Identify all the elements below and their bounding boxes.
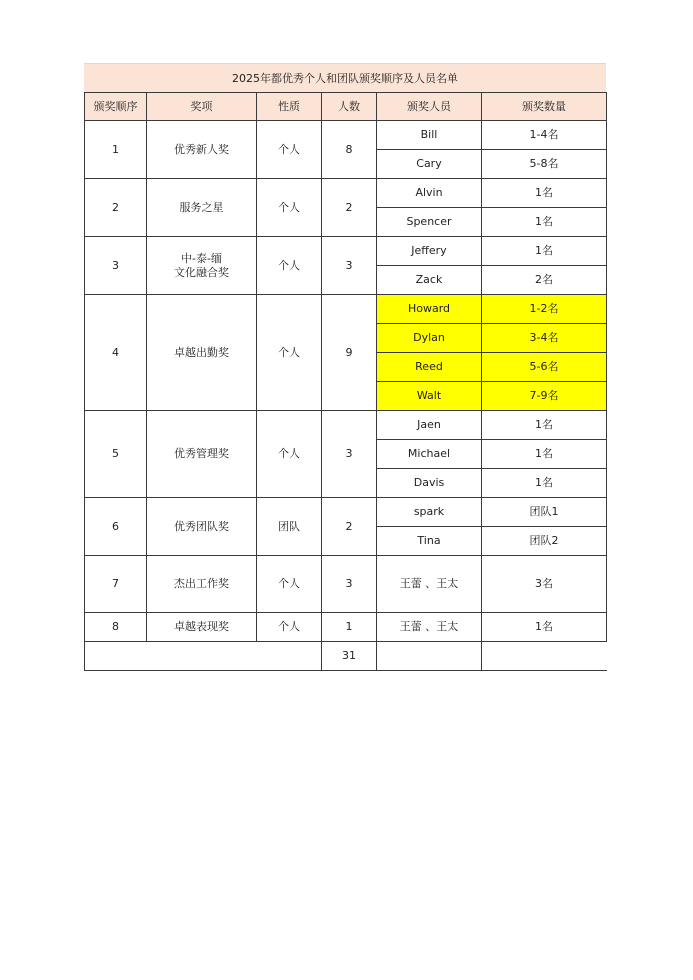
recipient-cell: Jeffery (377, 237, 482, 266)
total-row (85, 642, 607, 671)
award-order-cell: 6 (85, 498, 147, 556)
award-type-cell: 个人 (257, 411, 322, 498)
recipient-cell: Spencer (377, 208, 482, 237)
recipient-cell: Davis (377, 469, 482, 498)
quantity-cell: 3名 (482, 556, 607, 613)
recipient-cell: Walt (377, 382, 482, 411)
award-name-cell: 卓越出勤奖 (147, 295, 257, 411)
recipient-cell: 王蕾 、王太 (377, 613, 482, 642)
quantity-cell: 7-9名 (482, 382, 607, 411)
quantity-cell: 2名 (482, 266, 607, 295)
quantity-cell: 1名 (482, 237, 607, 266)
award-name-cell: 优秀团队奖 (147, 498, 257, 556)
award-count-cell: 3 (322, 411, 377, 498)
header-count: 人数 (322, 93, 377, 121)
award-name-cell: 优秀新人奖 (147, 121, 257, 179)
award-type-cell: 个人 (257, 613, 322, 642)
award-order-cell: 5 (85, 411, 147, 498)
award-type-cell: 个人 (257, 179, 322, 237)
award-sheet (84, 63, 606, 671)
header-person: 颁奖人员 (377, 93, 482, 121)
quantity-cell: 1名 (482, 411, 607, 440)
recipient-cell: Michael (377, 440, 482, 469)
table-row (85, 179, 607, 208)
header-order: 颁奖顺序 (85, 93, 147, 121)
quantity-cell: 团队2 (482, 527, 607, 556)
recipient-cell: Cary (377, 150, 482, 179)
recipient-cell: Jaen (377, 411, 482, 440)
award-count-cell: 2 (322, 498, 377, 556)
sheet-title: 2025年都优秀个人和团队颁奖顺序及人员名单 (84, 63, 606, 92)
recipient-cell: Dylan (377, 324, 482, 353)
recipient-cell: Alvin (377, 179, 482, 208)
award-count-cell: 1 (322, 613, 377, 642)
table-row (85, 121, 607, 150)
header-row (85, 93, 607, 121)
quantity-cell: 1-4名 (482, 121, 607, 150)
award-name-cell: 卓越表现奖 (147, 613, 257, 642)
award-order-cell: 8 (85, 613, 147, 642)
award-type-cell: 个人 (257, 556, 322, 613)
table-body (85, 121, 607, 671)
recipient-cell: Tina (377, 527, 482, 556)
header-quantity: 颁奖数量 (482, 93, 607, 121)
total-empty-cell (377, 642, 482, 671)
quantity-cell: 1名 (482, 613, 607, 642)
recipient-cell: 王蕾 、王太 (377, 556, 482, 613)
award-type-cell: 个人 (257, 121, 322, 179)
table-row (85, 295, 607, 324)
header-award: 奖项 (147, 93, 257, 121)
total-blank-cell (85, 642, 322, 671)
quantity-cell: 1名 (482, 440, 607, 469)
award-name-cell: 杰出工作奖 (147, 556, 257, 613)
award-count-cell: 3 (322, 556, 377, 613)
quantity-cell: 5-8名 (482, 150, 607, 179)
quantity-cell: 1-2名 (482, 295, 607, 324)
quantity-cell: 5-6名 (482, 353, 607, 382)
table-row (85, 556, 607, 613)
total-empty-cell (482, 642, 607, 671)
header-type: 性质 (257, 93, 322, 121)
award-count-cell: 9 (322, 295, 377, 411)
award-count-cell: 8 (322, 121, 377, 179)
award-type-cell: 个人 (257, 237, 322, 295)
quantity-cell: 1名 (482, 179, 607, 208)
award-count-cell: 3 (322, 237, 377, 295)
recipient-cell: Bill (377, 121, 482, 150)
quantity-cell: 1名 (482, 208, 607, 237)
award-order-cell: 7 (85, 556, 147, 613)
quantity-cell: 3-4名 (482, 324, 607, 353)
table-row (85, 613, 607, 642)
quantity-cell: 1名 (482, 469, 607, 498)
award-order-cell: 4 (85, 295, 147, 411)
recipient-cell: Zack (377, 266, 482, 295)
award-order-cell: 1 (85, 121, 147, 179)
award-type-cell: 团队 (257, 498, 322, 556)
award-name-cell: 中-泰-缅 文化融合奖 (147, 237, 257, 295)
table-row (85, 498, 607, 527)
award-order-cell: 2 (85, 179, 147, 237)
award-table (84, 92, 607, 671)
award-name-cell: 服务之星 (147, 179, 257, 237)
recipient-cell: Howard (377, 295, 482, 324)
total-count-cell: 31 (322, 642, 377, 671)
award-name-cell: 优秀管理奖 (147, 411, 257, 498)
table-row (85, 237, 607, 266)
table-row (85, 411, 607, 440)
recipient-cell: Reed (377, 353, 482, 382)
quantity-cell: 团队1 (482, 498, 607, 527)
recipient-cell: spark (377, 498, 482, 527)
award-type-cell: 个人 (257, 295, 322, 411)
award-order-cell: 3 (85, 237, 147, 295)
award-count-cell: 2 (322, 179, 377, 237)
